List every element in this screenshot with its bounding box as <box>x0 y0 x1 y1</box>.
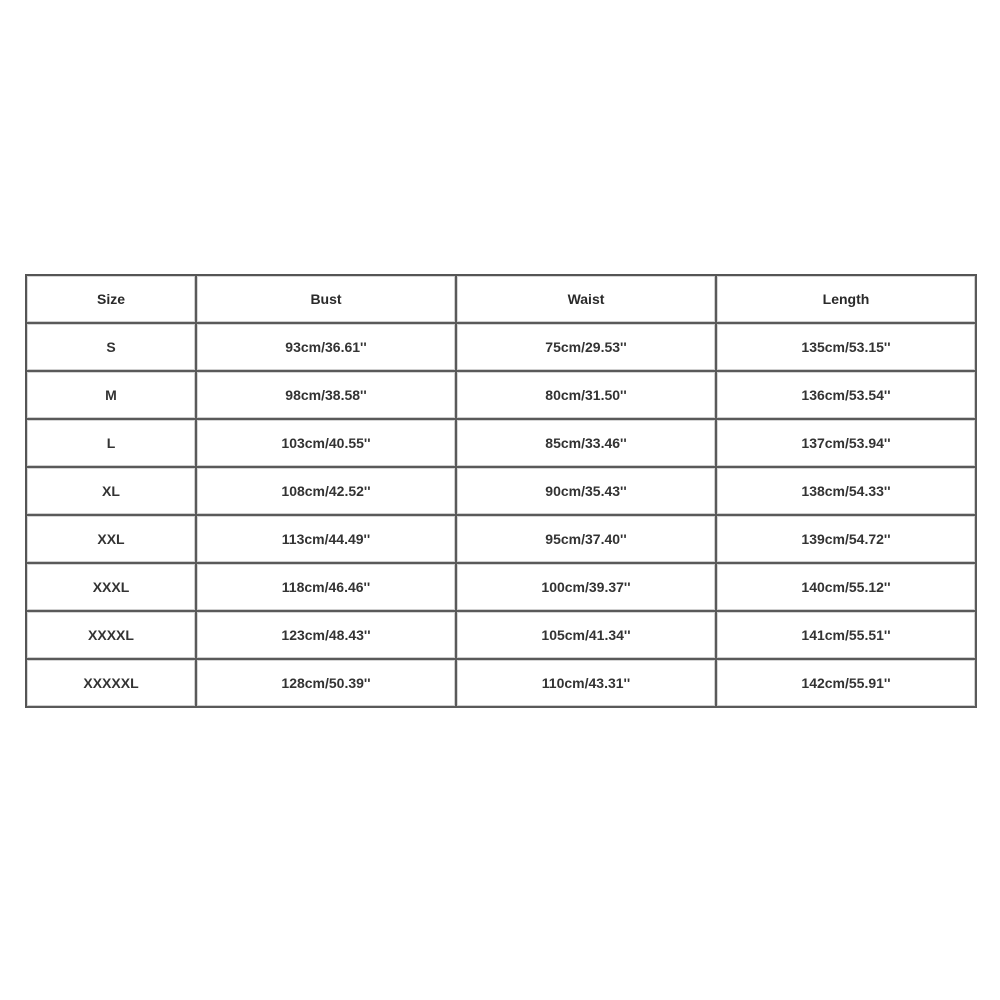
cell-bust: 123cm/48.43'' <box>197 612 457 660</box>
table-row <box>27 612 977 660</box>
table-row <box>27 468 977 516</box>
cell-bust: 128cm/50.39'' <box>197 660 457 708</box>
cell-length: 139cm/54.72'' <box>717 516 977 564</box>
cell-size: XXXXXL <box>27 660 197 708</box>
cell-length: 135cm/53.15'' <box>717 324 977 372</box>
header-size: Size <box>27 276 197 324</box>
cell-length: 138cm/54.33'' <box>717 468 977 516</box>
table-row <box>27 420 977 468</box>
cell-waist: 80cm/31.50'' <box>457 372 717 420</box>
cell-size: S <box>27 324 197 372</box>
cell-waist: 85cm/33.46'' <box>457 420 717 468</box>
cell-size: XXL <box>27 516 197 564</box>
cell-waist: 95cm/37.40'' <box>457 516 717 564</box>
cell-waist: 90cm/35.43'' <box>457 468 717 516</box>
cell-length: 137cm/53.94'' <box>717 420 977 468</box>
cell-size: M <box>27 372 197 420</box>
cell-bust: 103cm/40.55'' <box>197 420 457 468</box>
cell-waist: 110cm/43.31'' <box>457 660 717 708</box>
cell-bust: 118cm/46.46'' <box>197 564 457 612</box>
header-row <box>27 276 977 324</box>
table-row <box>27 324 977 372</box>
size-chart-table <box>25 274 977 708</box>
table-header <box>27 276 977 324</box>
cell-size: L <box>27 420 197 468</box>
cell-bust: 108cm/42.52'' <box>197 468 457 516</box>
table-row <box>27 564 977 612</box>
cell-waist: 105cm/41.34'' <box>457 612 717 660</box>
table-row <box>27 372 977 420</box>
table-row <box>27 660 977 708</box>
cell-size: XXXL <box>27 564 197 612</box>
table-row <box>27 516 977 564</box>
cell-bust: 113cm/44.49'' <box>197 516 457 564</box>
header-length: Length <box>717 276 977 324</box>
cell-length: 141cm/55.51'' <box>717 612 977 660</box>
cell-size: XL <box>27 468 197 516</box>
header-bust: Bust <box>197 276 457 324</box>
cell-bust: 98cm/38.58'' <box>197 372 457 420</box>
cell-length: 142cm/55.91'' <box>717 660 977 708</box>
table-body <box>27 324 977 708</box>
header-waist: Waist <box>457 276 717 324</box>
cell-waist: 75cm/29.53'' <box>457 324 717 372</box>
cell-length: 140cm/55.12'' <box>717 564 977 612</box>
cell-size: XXXXL <box>27 612 197 660</box>
cell-waist: 100cm/39.37'' <box>457 564 717 612</box>
cell-bust: 93cm/36.61'' <box>197 324 457 372</box>
cell-length: 136cm/53.54'' <box>717 372 977 420</box>
